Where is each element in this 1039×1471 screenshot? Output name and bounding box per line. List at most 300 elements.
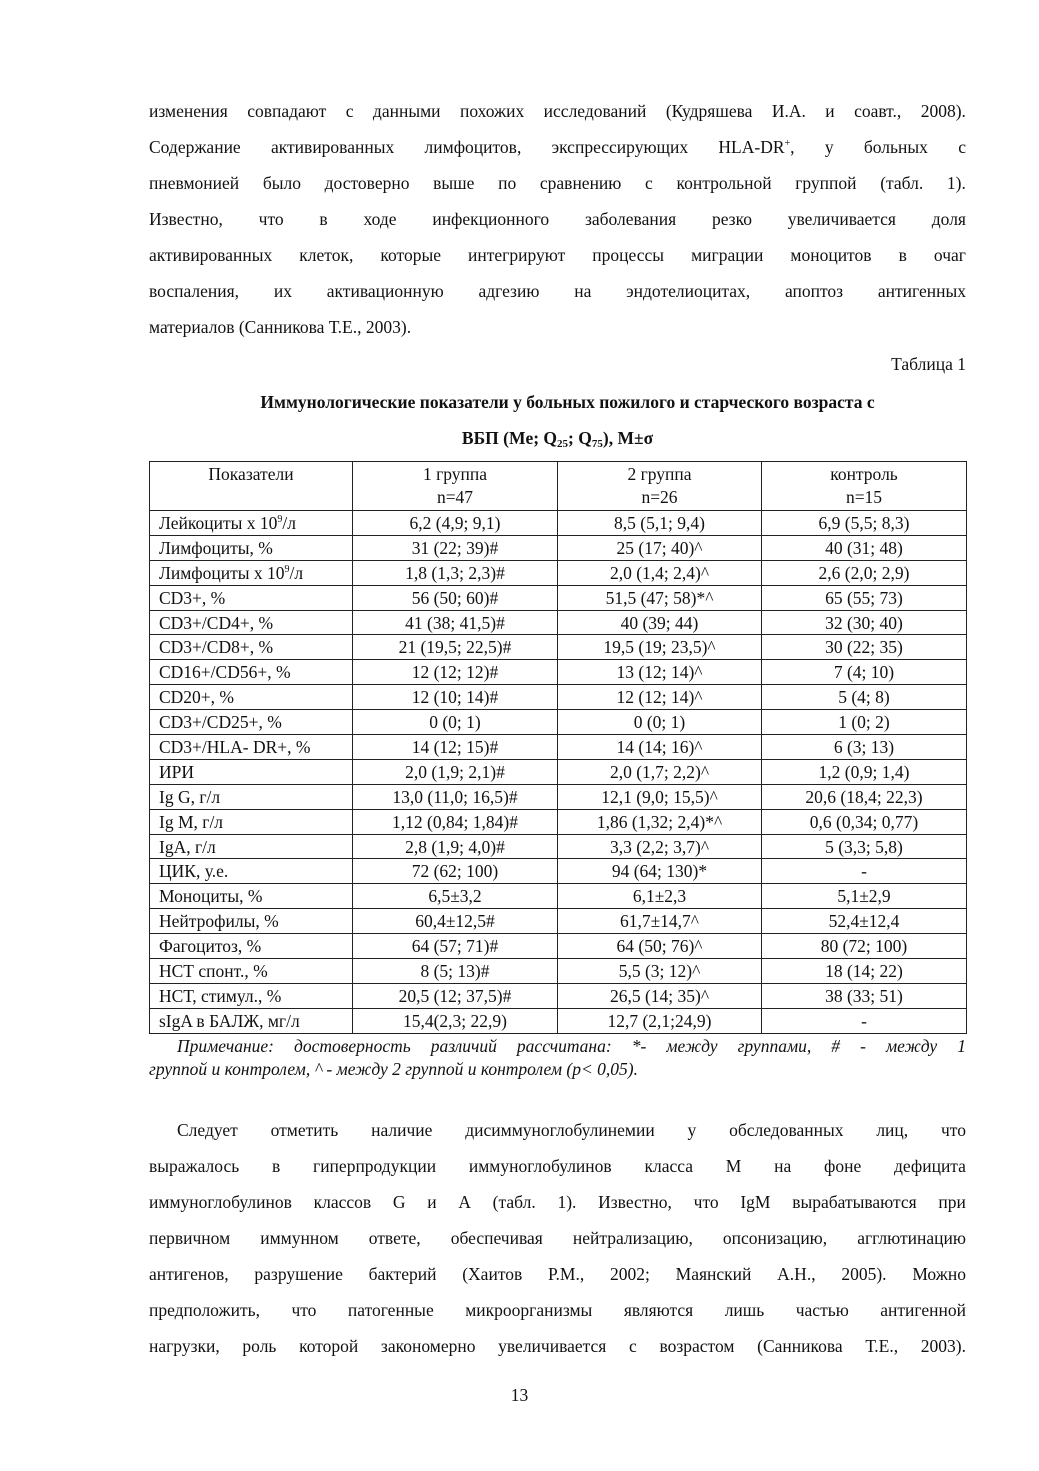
word: их — [273, 281, 292, 301]
group-1-value: 8 (5; 13)# — [353, 959, 558, 984]
group-1-value: 2,8 (1,9; 4,0)# — [353, 834, 558, 859]
group-2-value: 12,7 (2,1;24,9) — [558, 1008, 762, 1033]
word: с — [645, 173, 653, 193]
table-row — [150, 585, 967, 610]
word: исследований — [543, 101, 647, 121]
header-line: контроль — [830, 464, 898, 484]
row-label-text: Лимфоциты х 10 — [159, 562, 285, 583]
word: разрушение — [254, 1264, 343, 1284]
table-row — [150, 511, 967, 536]
row-label — [150, 784, 353, 809]
group-2-value: 19,5 (19; 23,5)^ — [558, 635, 762, 660]
control-value: 5,1±2,9 — [762, 884, 967, 909]
word: которой — [299, 1336, 359, 1356]
word: являются — [623, 1300, 694, 1320]
word: обеспечивая — [450, 1228, 543, 1248]
paragraph-2-line — [149, 1220, 966, 1256]
table-row — [150, 660, 967, 685]
word: моноцитов — [790, 245, 872, 265]
word: на — [774, 1156, 792, 1176]
word: экспрессирующих — [551, 137, 689, 157]
row-label-text: CD3+/CD4+, % — [159, 612, 274, 633]
group-1-value: 1,8 (1,3; 2,3)# — [353, 560, 558, 585]
group-2-value: 0 (0; 1) — [558, 710, 762, 735]
control-value: 18 (14; 22) — [762, 959, 967, 984]
word: первичном — [149, 1228, 231, 1248]
group-1-value: 6,2 (4,9; 9,1) — [353, 511, 558, 536]
word: контрольной — [676, 173, 772, 193]
control-value: 52,4±12,4 — [762, 909, 967, 934]
group-2-value: 1,86 (1,32; 2,4)*^ — [558, 809, 762, 834]
caption-prefix: ВБП (Me; Q — [461, 428, 558, 448]
word: интегрируют — [468, 245, 566, 265]
control-value: 1,2 (0,9; 1,4) — [762, 759, 967, 784]
row-label — [150, 983, 353, 1008]
paragraph-1-line — [149, 93, 966, 129]
word: Следует — [177, 1120, 238, 1140]
group-1-value: 12 (12; 12)# — [353, 660, 558, 685]
word: адгезию — [478, 281, 540, 301]
word: у — [824, 137, 834, 157]
word: достоверность — [294, 1036, 411, 1056]
row-label-unit: /л — [282, 512, 296, 533]
word: опсонизацию, — [722, 1228, 828, 1248]
table-note — [149, 1035, 966, 1081]
word: в — [898, 245, 907, 265]
table-row — [150, 759, 967, 784]
word: 2002; — [610, 1264, 650, 1284]
word: очаг — [933, 245, 966, 265]
word: отметить — [270, 1120, 339, 1140]
row-label — [150, 610, 353, 635]
paragraph-1-line — [149, 273, 966, 309]
table-row — [150, 784, 967, 809]
row-label — [150, 585, 353, 610]
word: микроорганизмы — [465, 1300, 593, 1320]
group-2-value: 25 (17; 40)^ — [558, 535, 762, 560]
word: по — [498, 173, 517, 193]
row-label-exponent: 9 — [284, 563, 290, 575]
word: активированных — [149, 245, 273, 265]
row-label — [150, 959, 353, 984]
row-label — [150, 735, 353, 760]
table-row — [150, 685, 967, 710]
header-n: n=47 — [436, 487, 474, 507]
word: Маянский — [675, 1264, 752, 1284]
word: достоверно — [324, 173, 410, 193]
row-label-text: ИРИ — [159, 761, 195, 782]
control-value: 65 (55; 73) — [762, 585, 967, 610]
note-line — [149, 1035, 966, 1058]
word: предположить, — [149, 1300, 260, 1320]
word: совпадают — [247, 101, 327, 121]
table-caption-line-2 — [149, 420, 966, 456]
group-2-value: 26,5 (14; 35)^ — [558, 983, 762, 1008]
header-line: 2 группа — [627, 464, 692, 484]
group-1-value: 0 (0; 1) — [353, 710, 558, 735]
paragraph-1-line-hla — [149, 129, 966, 165]
caption-sub-25: 25 — [557, 438, 569, 450]
control-value: 38 (33; 51) — [762, 983, 967, 1008]
group-2-value: 12,1 (9,0; 15,5)^ — [558, 784, 762, 809]
word: гиперпродукции — [313, 1156, 437, 1176]
word: роль — [242, 1336, 277, 1356]
row-label-text: IgA, г/л — [159, 836, 216, 857]
row-label-text: CD3+/HLA- DR+, % — [159, 736, 311, 757]
control-value: 6 (3; 13) — [762, 735, 967, 760]
control-value: 40 (31; 48) — [762, 535, 967, 560]
header-n: n=26 — [641, 487, 678, 507]
word: с — [958, 137, 966, 157]
word: больных — [863, 137, 928, 157]
word: пневмонией — [149, 173, 240, 193]
word: на — [574, 281, 592, 301]
header-group-2 — [558, 462, 762, 511]
table-row — [150, 535, 967, 560]
word: нейтрализацию, — [572, 1228, 693, 1248]
word: активационную — [326, 281, 444, 301]
group-1-value: 12 (10; 14)# — [353, 685, 558, 710]
caption-mid: ; Q — [568, 428, 592, 448]
page-number: 13 — [510, 1385, 529, 1405]
header-control — [762, 462, 967, 511]
paragraph-1-line — [149, 237, 966, 273]
group-2-value: 14 (14; 16)^ — [558, 735, 762, 760]
word: в — [319, 209, 328, 229]
control-value: 30 (22; 35) — [762, 635, 967, 660]
word: сравнению — [539, 173, 622, 193]
word: обследованных — [729, 1120, 844, 1140]
group-2-value: 51,5 (47; 58)*^ — [558, 585, 762, 610]
table-row — [150, 1008, 967, 1033]
table-row — [150, 983, 967, 1008]
header-line: Показатели — [208, 464, 294, 484]
word: 1). — [557, 1192, 577, 1212]
word: Известно, — [149, 209, 223, 229]
control-value: 5 (4; 8) — [762, 685, 967, 710]
row-label-text: CD20+, % — [159, 687, 235, 708]
paragraph-1-line — [149, 165, 966, 201]
group-2-value: 94 (64; 130)* — [558, 859, 762, 884]
header-group-1 — [353, 462, 558, 511]
table-row — [150, 884, 967, 909]
control-value: 7 (4; 10) — [762, 660, 967, 685]
word: лишь — [724, 1300, 765, 1320]
paragraph-2-line — [149, 1328, 966, 1364]
table-row — [150, 834, 967, 859]
group-2-value: 3,3 (2,2; 3,7)^ — [558, 834, 762, 859]
table-header-row — [150, 462, 967, 511]
control-value: 5 (3,3; 5,8) — [762, 834, 967, 859]
word: при — [938, 1192, 966, 1212]
word: антигенной — [880, 1300, 966, 1320]
group-2-value: 2,0 (1,4; 2,4)^ — [558, 560, 762, 585]
word: возрастом — [659, 1336, 735, 1356]
row-label — [150, 759, 353, 784]
note-line: группой и контролем, ^ - между 2 группой и контролем (р< 0,05). — [149, 1059, 639, 1079]
word: ответе, — [368, 1228, 421, 1248]
word: 2003). — [920, 1336, 966, 1356]
word: (Кудряшева — [665, 101, 753, 121]
word: дефицита — [893, 1156, 966, 1176]
group-1-value: 20,5 (12; 37,5)# — [353, 983, 558, 1008]
word: (табл. — [880, 173, 924, 193]
table-row — [150, 809, 967, 834]
word: с — [345, 101, 354, 121]
word: (Хаитов — [462, 1264, 523, 1284]
word: между — [666, 1036, 718, 1056]
group-1-value: 56 (50; 60)# — [353, 585, 558, 610]
row-label-text: Фагоцитоз, % — [159, 936, 262, 957]
row-label — [150, 660, 353, 685]
word: М — [725, 1156, 742, 1176]
word: классов — [313, 1192, 372, 1212]
group-1-value: 2,0 (1,9; 2,1)# — [353, 759, 558, 784]
row-label-text: sIgA в БАЛЖ, мг/л — [159, 1010, 300, 1031]
paragraph-1-line: материалов (Санникова Т.Е., 2003). — [149, 317, 412, 337]
row-label-unit: /л — [289, 562, 304, 583]
word: инфекционного — [432, 209, 550, 229]
row-label — [150, 934, 353, 959]
word: наличие — [371, 1120, 433, 1140]
control-value: - — [762, 1008, 967, 1033]
group-2-value: 40 (39; 44) — [558, 610, 762, 635]
word: миграции — [691, 245, 764, 265]
row-label — [150, 560, 353, 585]
row-label — [150, 834, 353, 859]
word: бактерий — [368, 1264, 437, 1284]
header-indicators — [150, 462, 353, 511]
row-label-text: Моноциты, % — [159, 886, 263, 907]
paragraph-2-line — [149, 1292, 966, 1328]
word: HLA-DR+, — [718, 137, 795, 157]
table-row — [150, 959, 967, 984]
paragraph-2 — [149, 1112, 966, 1364]
word: с — [629, 1336, 637, 1356]
table-row — [150, 560, 967, 585]
control-value: 80 (72; 100) — [762, 934, 967, 959]
word: заболевания — [584, 209, 677, 229]
word: воспаления, — [149, 281, 240, 301]
table-label: Таблица 1 — [891, 354, 966, 374]
group-2-value: 12 (12; 14)^ — [558, 685, 762, 710]
word: частью — [795, 1300, 849, 1320]
control-value: - — [762, 859, 967, 884]
control-value: 32 (30; 40) — [762, 610, 967, 635]
word: доля — [931, 209, 966, 229]
table-row — [150, 934, 967, 959]
word: у — [687, 1120, 697, 1140]
word: группой — [795, 173, 857, 193]
word: вырабатываются — [792, 1192, 917, 1212]
row-label — [150, 859, 353, 884]
row-label-text: CD3+, % — [159, 587, 226, 608]
group-1-value: 15,4(2,3; 22,9) — [353, 1008, 558, 1033]
word: 1). — [946, 173, 966, 193]
group-1-value: 13,0 (11,0; 16,5)# — [353, 784, 558, 809]
word: *- — [631, 1036, 647, 1056]
row-label-text: Нейтрофилы, % — [159, 911, 279, 932]
table-caption-line-1: Иммунологические показатели у больных пожилого и старческого возраста с — [260, 392, 875, 412]
word: # — [831, 1036, 841, 1056]
word: иммунном — [260, 1228, 339, 1248]
word: класса — [644, 1156, 693, 1176]
row-label-text: Лейкоциты х 10 — [159, 512, 278, 533]
word: И.А. — [771, 101, 806, 121]
row-label — [150, 1008, 353, 1033]
group-1-value: 21 (19,5; 22,5)# — [353, 635, 558, 660]
caption-sub-75: 75 — [591, 438, 603, 450]
row-label — [150, 710, 353, 735]
row-label-text: НСТ, стимул., % — [159, 985, 282, 1006]
word: Можно — [912, 1264, 966, 1284]
group-2-value: 13 (12; 14)^ — [558, 660, 762, 685]
row-label — [150, 884, 353, 909]
word: увеличивается — [787, 209, 896, 229]
word: эндотелиоцитах, — [626, 281, 751, 301]
group-2-value: 5,5 (3; 12)^ — [558, 959, 762, 984]
word: лимфоцитов, — [424, 137, 522, 157]
row-label-text: Лимфоциты, % — [159, 537, 273, 558]
hla-superscript: + — [784, 138, 791, 149]
group-2-value: 8,5 (5,1; 9,4) — [558, 511, 762, 536]
group-2-value: 61,7±14,7^ — [558, 909, 762, 934]
group-1-value: 60,4±12,5# — [353, 909, 558, 934]
word: 1 — [957, 1036, 966, 1056]
group-1-value: 14 (12; 15)# — [353, 735, 558, 760]
group-1-value: 41 (38; 41,5)# — [353, 610, 558, 635]
word: G — [392, 1192, 406, 1212]
row-label — [150, 535, 353, 560]
row-label — [150, 685, 353, 710]
word: А.Н., — [777, 1264, 816, 1284]
paragraph-2-line — [149, 1184, 966, 1220]
word: что — [693, 1192, 719, 1212]
row-label-text: CD3+/CD25+, % — [159, 712, 282, 733]
word: данными — [372, 101, 441, 121]
row-label — [150, 909, 353, 934]
word: апоптоз — [784, 281, 844, 301]
word: процессы — [592, 245, 665, 265]
word: иммуноглобулинов — [468, 1156, 612, 1176]
table-row — [150, 735, 967, 760]
word: Р.М., — [548, 1264, 585, 1284]
group-1-value: 6,5±3,2 — [353, 884, 558, 909]
group-1-value: 64 (57; 71)# — [353, 934, 558, 959]
word: в — [271, 1156, 281, 1176]
table-row — [150, 859, 967, 884]
word: патогенные — [347, 1300, 434, 1320]
group-1-value: 31 (22; 39)# — [353, 535, 558, 560]
row-label-exponent: 9 — [277, 513, 283, 525]
row-label-text: CD16+/CD56+, % — [159, 662, 291, 683]
word: закономерно — [380, 1336, 476, 1356]
group-2-value: 64 (50; 76)^ — [558, 934, 762, 959]
control-value: 6,9 (5,5; 8,3) — [762, 511, 967, 536]
word: между — [885, 1036, 938, 1056]
word: которые — [380, 245, 441, 265]
table-row — [150, 635, 967, 660]
word: соавт., — [854, 101, 902, 121]
word: - — [860, 1036, 866, 1056]
control-value: 2,6 (2,0; 2,9) — [762, 560, 967, 585]
word: было — [262, 173, 301, 193]
word: различий — [430, 1036, 497, 1056]
table-row — [150, 710, 967, 735]
word: (табл. — [492, 1192, 536, 1212]
word: что — [258, 209, 284, 229]
paragraph-1 — [149, 93, 966, 345]
word: агглютинацию — [857, 1228, 966, 1248]
word: лиц, — [876, 1120, 909, 1140]
word: активированных — [271, 137, 395, 157]
word: Примечание: — [177, 1036, 274, 1056]
paragraph-2-line — [149, 1148, 966, 1184]
word: нагрузки, — [149, 1336, 220, 1356]
paragraph-2-line — [149, 1256, 966, 1292]
row-label-text: Ig M, г/л — [159, 811, 224, 832]
word: Известно, — [598, 1192, 672, 1212]
group-2-value: 2,0 (1,7; 2,2)^ — [558, 759, 762, 784]
control-value: 1 (0; 2) — [762, 710, 967, 735]
word: и — [427, 1192, 437, 1212]
word: что — [941, 1120, 966, 1140]
row-label — [150, 511, 353, 536]
word: ходе — [363, 209, 397, 229]
table-row — [150, 909, 967, 934]
paragraph-1-line — [149, 201, 966, 237]
word: (Санникова — [757, 1336, 843, 1356]
control-value: 20,6 (18,4; 22,3) — [762, 784, 967, 809]
immunology-table — [149, 461, 967, 1034]
group-1-value: 1,12 (0,84; 1,84)# — [353, 809, 558, 834]
paragraph-2-line — [149, 1112, 966, 1148]
table-row — [150, 610, 967, 635]
header-n: n=15 — [845, 487, 883, 507]
word: антигенных — [877, 281, 966, 301]
row-label — [150, 635, 353, 660]
word: увеличивается — [498, 1336, 607, 1356]
word: Содержание — [149, 137, 241, 157]
word: выше — [433, 173, 475, 193]
word: иммуноглобулинов — [149, 1192, 292, 1212]
word: 2005). — [841, 1264, 887, 1284]
word: резко — [711, 209, 752, 229]
word: A — [458, 1192, 471, 1212]
group-1-value: 72 (62; 100) — [353, 859, 558, 884]
control-value: 0,6 (0,34; 0,77) — [762, 809, 967, 834]
word: группами, — [737, 1036, 812, 1056]
word: изменения — [149, 101, 228, 121]
word: что — [291, 1300, 317, 1320]
word: дисиммуноглобулинемии — [465, 1120, 655, 1140]
caption-suffix: ), M±σ — [602, 428, 654, 448]
row-label-text: ЦИК, у.е. — [159, 861, 229, 882]
word: клеток, — [299, 245, 354, 265]
word: антигенов, — [149, 1264, 229, 1284]
row-label-text: CD3+/CD8+, % — [159, 637, 274, 658]
group-2-value: 6,1±2,3 — [558, 884, 762, 909]
word: фоне — [823, 1156, 862, 1176]
word: рассчитана: — [516, 1036, 612, 1056]
word: выражалось — [149, 1156, 240, 1176]
word: похожих — [459, 101, 525, 121]
word: IgM — [740, 1192, 771, 1212]
header-line: 1 группа — [422, 464, 488, 484]
word: и — [825, 101, 835, 121]
word-tail: , — [790, 137, 795, 157]
row-label-text: Ig G, г/л — [159, 786, 221, 807]
